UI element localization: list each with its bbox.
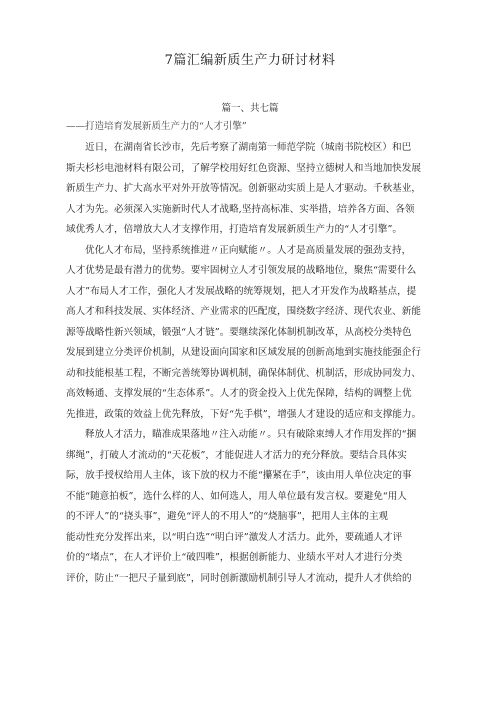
- section-heading: 篇一、共七篇: [221, 103, 279, 114]
- text-line: 人才优势是最有潜力的优势。要牢固树立人才引领发展的战略地位，聚焦“需要什么: [66, 265, 417, 276]
- text-line: 绑绳”，打破人才流动的“天花板”，才能促进人才活力的充分释放。要结合具体实: [66, 449, 407, 461]
- text-line: 人才为先。必须深入实施新时代人才战略,坚持高标准、实举措，培养各方面、各领: [66, 203, 415, 215]
- text-line: 域优秀人才，倍增放大人才支撑作用，打造培育发展新质生产力的“人才引擎”。: [66, 224, 402, 235]
- text-line: 发展到建立分类评价机制，从建设面向国家和区域发展的创新高地到实施技能强企行: [66, 347, 421, 358]
- text-line: 价的“堵点”，在人才评价上“破四唯”，根据创新能力、业绩水平对人才进行分类: [66, 552, 403, 563]
- text-line: 人才”布局人才工作，强化人才发展战略的统筹规划，把人才开发作为战略基点，提: [66, 285, 417, 297]
- text-line: 先推进，政策的效益上优先释放，下好“先手棋”，增强人才建设的适应和支撑能力。: [66, 408, 422, 420]
- text-line: 际，放手授权给用人主体，该下放的权力不能“攥紧在手”，该由用人单位决定的事: [66, 470, 412, 481]
- document-title: 7篇汇编新质生产力研讨材料: [164, 53, 336, 68]
- text-line: 斯夫杉杉电池材料有限公司，了解学校用好红色资源、坚持立德树人和当地加快发展: [66, 162, 421, 174]
- text-line: 不能“随意拍板”，选什么样的人、如何选人，用人单位最有发言权。要避免“用人: [66, 490, 407, 502]
- text-line: 优化人才布局，坚持系统推进〃正向赋能〃。人才是高质量发展的强劲支持，: [85, 244, 412, 256]
- text-line: 近日，在湖南省长沙市，先后考察了湖南第一师范学院（城南书院校区）和巴: [85, 142, 412, 153]
- text-line: 新质生产力、扩大高水平对外开放等情况。创新驱动实质上是人才驱动。千秋基业，: [66, 183, 421, 194]
- text-line: 的不评人”的“挠头事”，避免“评人的不用人”的“烧脑事”，把用人主体的主观: [66, 511, 389, 522]
- text-line: 评价，防止“一把尺子量到底”，同时创新激励机制引导人才流动，提升人才供给的: [66, 572, 412, 584]
- document-body: [66, 138, 458, 589]
- text-line: 动和技能根基工程，不断完善统筹协调机制，确保体制优、机制活，形成协同发力、: [66, 367, 421, 379]
- text-line: 源等战略性新兴领域，锻强“人才链”。要继续深化体制机制改革，从高校分类特色: [66, 326, 412, 338]
- text-line: 高效畅通、支撑发展的“生态体系”。人才的资金投入上优先保障，结构的调整上优: [66, 388, 412, 399]
- text-line: 高人才和科技发展、实体经济、产业需求的匹配度，围绕数字经济、现代农业、新能: [66, 306, 421, 317]
- text-line: 释放人才活力，瞄准成果落地〃注入动能〃。只有破除束缚人才作用发挥的“捆: [85, 429, 417, 440]
- article-subtitle: ——打造培育发展新质生产力的“人才引擎”: [66, 121, 247, 132]
- text-line: 能动性充分发挥出来，以“明白选”“明白评”激发人才活力。此外，要疏通人才评: [66, 531, 403, 543]
